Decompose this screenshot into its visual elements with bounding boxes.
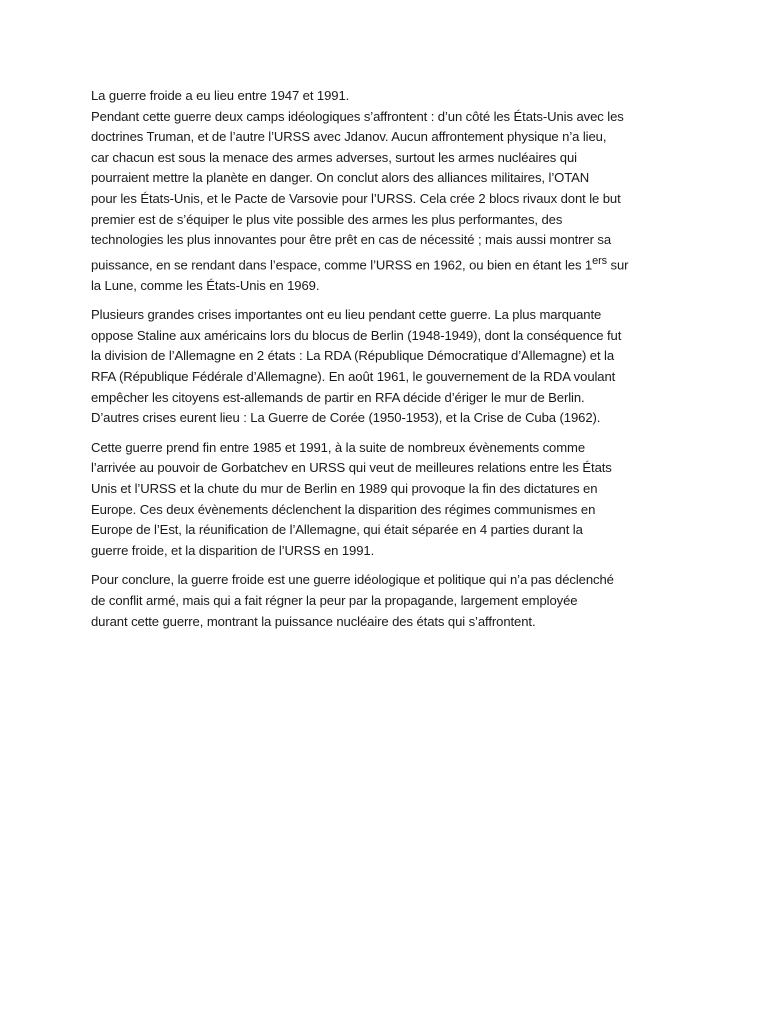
text-line: Europe. Ces deux évènements déclenchent la disparition des régimes communismes en bbox=[91, 501, 596, 517]
ordinal-line-after: sur bbox=[606, 257, 629, 273]
text-line: empêcher les citoyens est-allemands de partir en RFA décide d’ériger le mur de Berlin. bbox=[91, 389, 585, 405]
text-line: car chacun est sous la menace des armes adverses, surtout les armes nucléaires qui bbox=[91, 149, 577, 165]
text-line: La guerre froide a eu lieu entre 1947 et 1991. bbox=[91, 88, 350, 103]
text-line: technologies les plus innovantes pour être prêt en cas de nécessité ; mais aussi montrer sa bbox=[91, 232, 612, 248]
text-line: Europe de l’Est, la réunification de l’Allemagne, qui était séparée en 4 parties durant la bbox=[91, 522, 583, 538]
text-line: Plusieurs grandes crises importantes ont eu lieu pendant cette guerre. La plus marquante bbox=[91, 307, 602, 323]
text-line: la division de l’Allemagne en 2 états : La RDA (République Démocratique d’Allemagne) et la bbox=[91, 348, 615, 364]
paragraph-1 bbox=[91, 86, 683, 296]
text-line: pour les États-Unis, et le Pacte de Varsovie pour l’URSS. Cela crée 2 blocs rivaux dont le but bbox=[91, 190, 621, 206]
paragraph-2 bbox=[91, 305, 683, 429]
text-line-with-ordinal bbox=[91, 251, 683, 276]
text-line: oppose Staline aux américains lors du blocus de Berlin (1948-1949), dont la conséquence fut bbox=[91, 327, 622, 343]
ordinal-superscript: ers bbox=[592, 254, 607, 267]
text-line: doctrines Truman, et de l’autre l’URSS avec Jdanov. Aucun affrontement physique n’a lieu, bbox=[91, 129, 607, 145]
paragraph-4 bbox=[91, 570, 683, 632]
text-line: premier est de s’équiper le plus vite possible des armes les plus performantes, des bbox=[91, 211, 563, 227]
text-line: RFA (République Fédérale d’Allemagne). En août 1961, le gouvernement de la RDA voulant bbox=[91, 369, 616, 385]
text-line: durant cette guerre, montrant la puissance nucléaire des états qui s’affrontent. bbox=[91, 613, 536, 629]
document-body bbox=[91, 86, 683, 641]
text-line: D’autres crises eurent lieu : La Guerre de Corée (1950-1953), et la Crise de Cuba (1962). bbox=[91, 410, 601, 426]
paragraph-3 bbox=[91, 438, 683, 562]
text-line: pourraient mettre la planète en danger. On conclut alors des alliances militaires, l’OTAN bbox=[91, 170, 590, 186]
text-line: Cette guerre prend fin entre 1985 et 1991, à la suite de nombreux évènements comme bbox=[91, 439, 586, 455]
text-line: de conflit armé, mais qui a fait régner la peur par la propagande, largement employée bbox=[91, 593, 578, 609]
ordinal-line-before: puissance, en se rendant dans l’espace, comme l’URSS en 1962, ou bien en étant les 1 bbox=[91, 257, 593, 273]
text-line: guerre froide, et la disparition de l’URSS en 1991. bbox=[91, 542, 375, 558]
text-line: Pour conclure, la guerre froide est une guerre idéologique et politique qui n’a pas déclenché bbox=[91, 572, 614, 588]
text-line: la Lune, comme les États-Unis en 1969. bbox=[91, 277, 320, 293]
text-line: l’arrivée au pouvoir de Gorbatchev en URSS qui veut de meilleures relations entre les États bbox=[91, 460, 612, 476]
text-line: Unis et l’URSS et la chute du mur de Berlin en 1989 qui provoque la fin des dictatures en bbox=[91, 481, 598, 497]
text-line: Pendant cette guerre deux camps idéologiques s’affrontent : d’un côté les États-Unis avec les bbox=[91, 108, 624, 124]
